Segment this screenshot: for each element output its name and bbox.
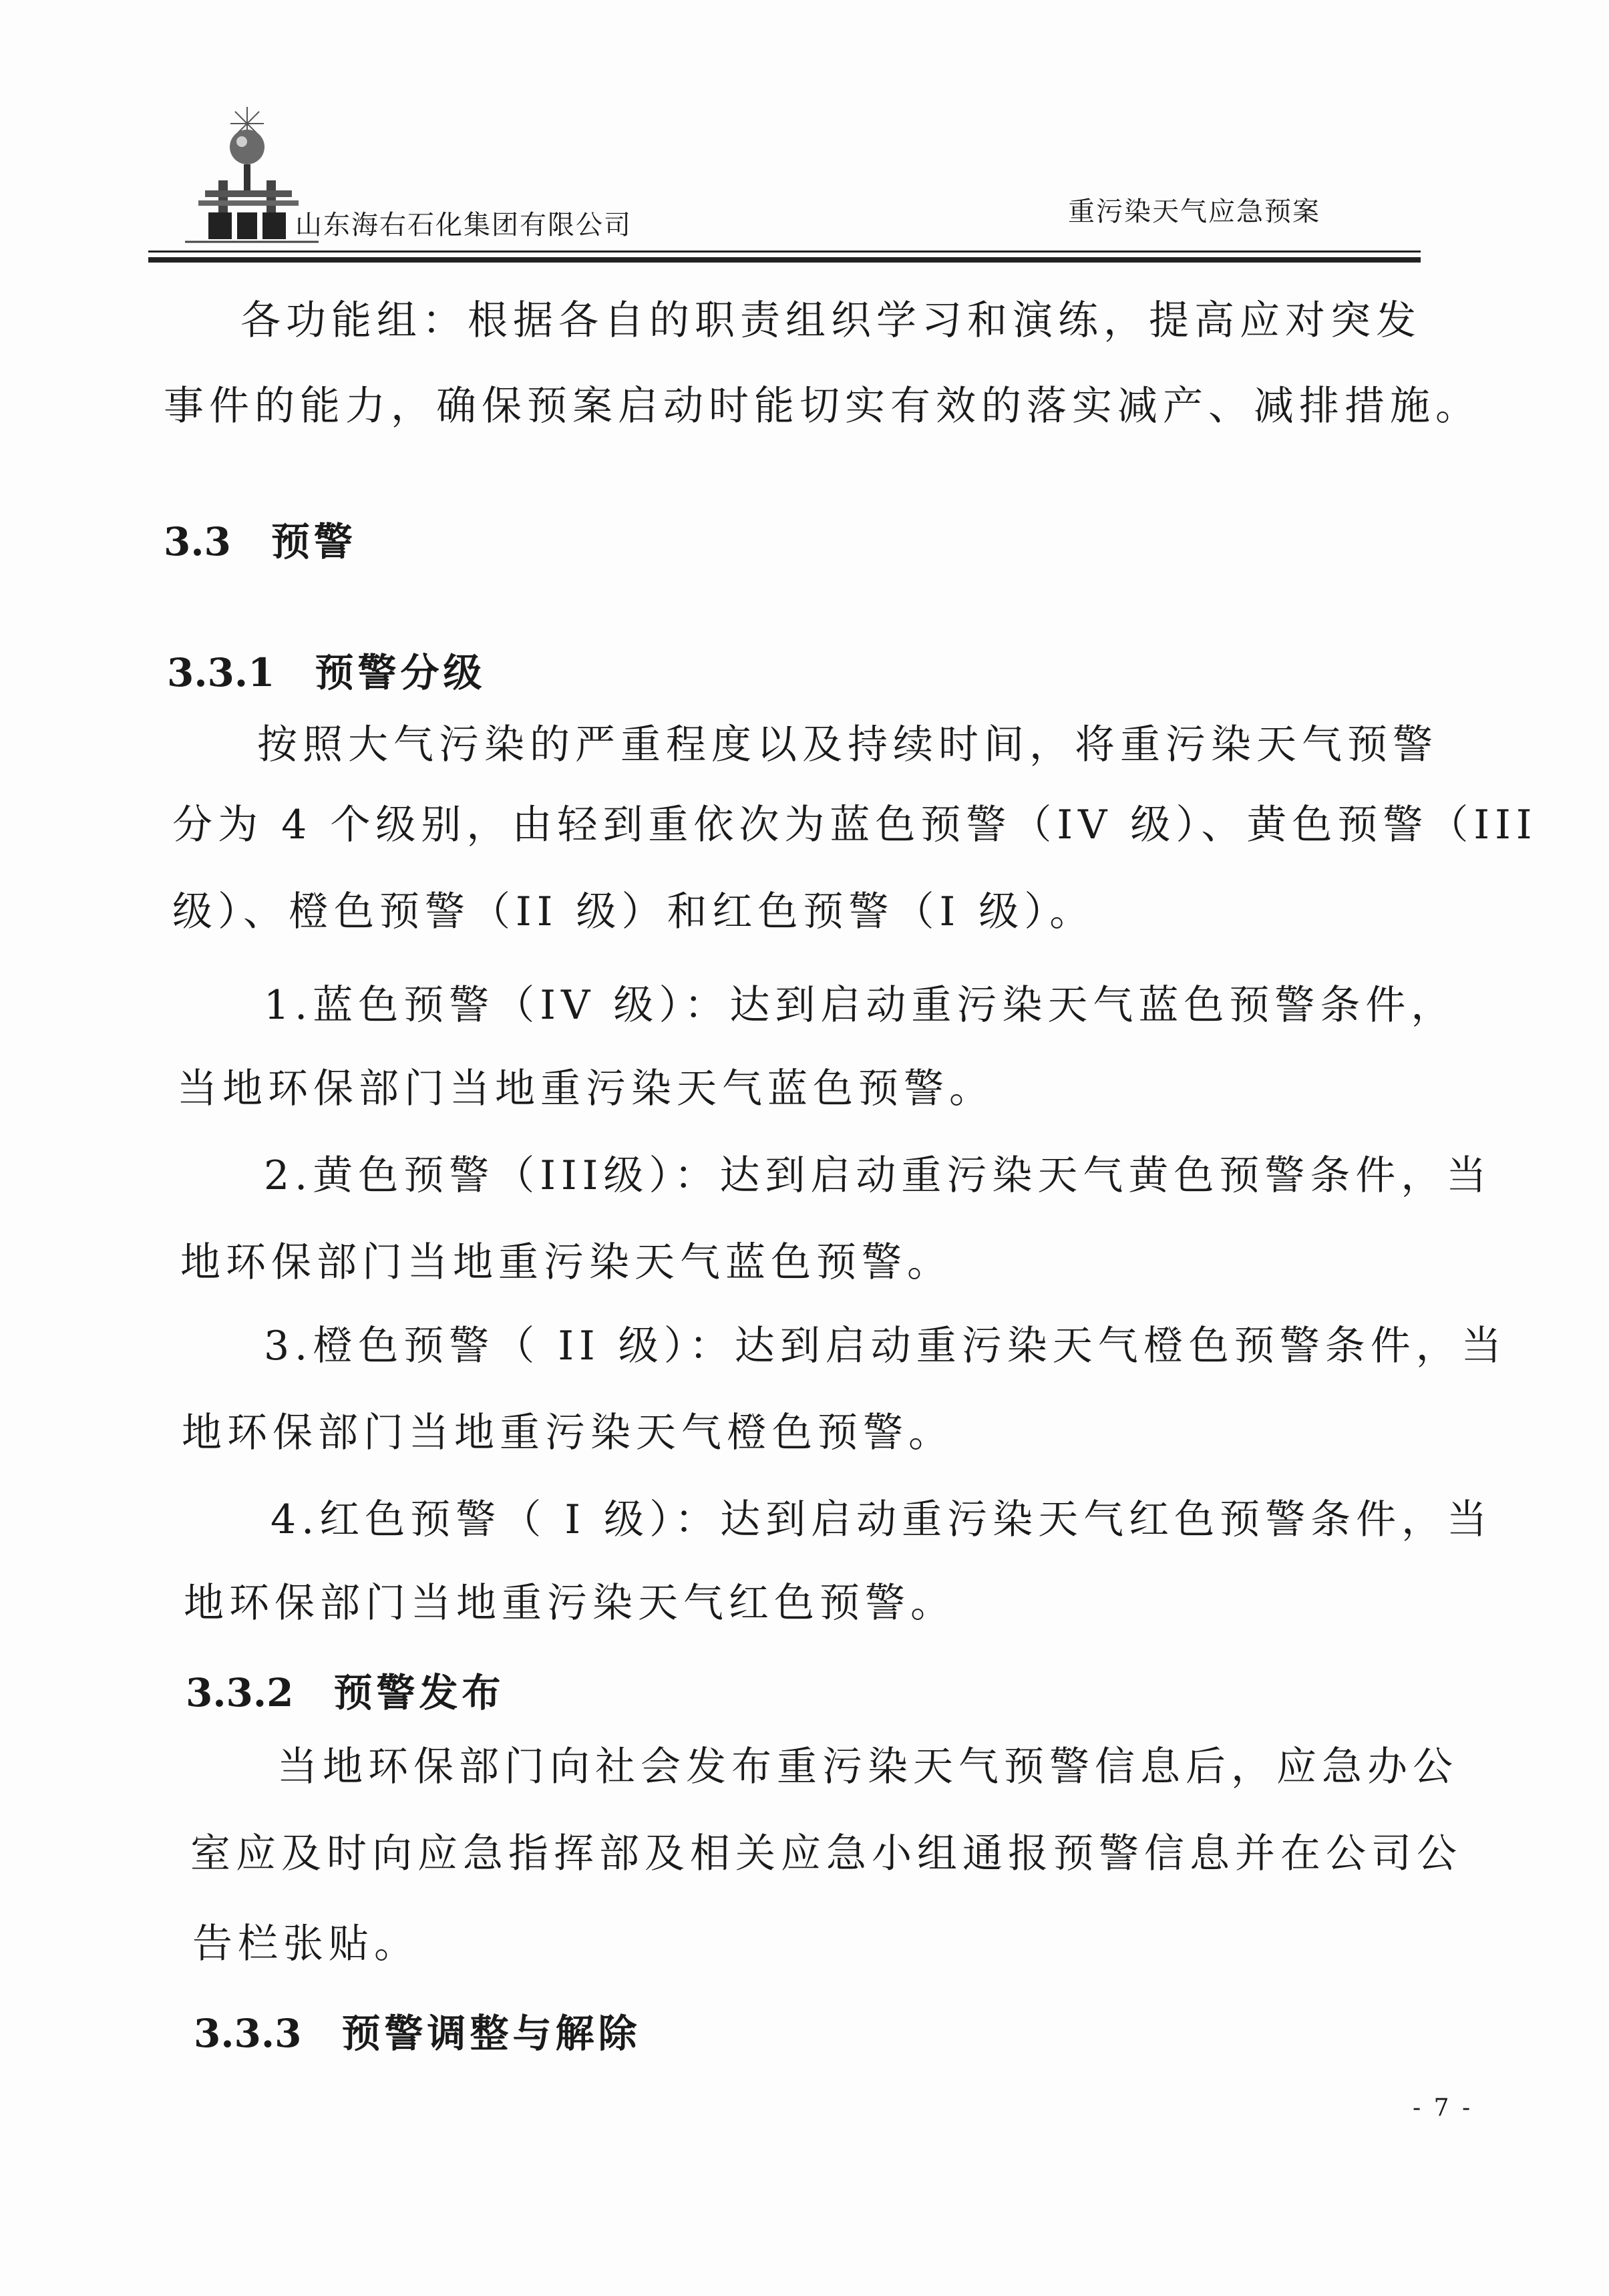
section-title: 预警调整与解除 [341,2011,641,2056]
document-title: 重污染天气应急预案 [1068,196,1320,227]
list-item-line: 地环保部门当地重污染天气蓝色预警。 [180,1239,952,1286]
section-heading-3-3-3 [194,2011,641,2056]
list-item-line: 2.黄色预警（III级）：达到启动重污染天气黄色预警条件，当 [264,1152,1492,1199]
company-name: 山东海右石化集团有限公司 [295,210,632,240]
paragraph-line: 告栏张贴。 [192,1921,419,1967]
section-heading-3-3-2 [186,1670,505,1715]
paragraph-line: 级）、橙色预警（II 级）和红色预警（I 级）。 [172,888,1095,935]
section-number: 3.3.2 [186,1670,294,1715]
paragraph-line: 分为 4 个级别，由轻到重依次为蓝色预警（IV 级）、黄色预警（III [172,802,1538,848]
paragraph-line: 当地环保部门向社会发布重污染天气预警信息后，应急办公 [277,1744,1458,1790]
paragraph-line: 室应及时向应急指挥部及相关应急小组通报预警信息并在公司公 [190,1830,1462,1877]
list-item-line: 1.蓝色预警（IV 级）：达到启动重污染天气蓝色预警条件， [264,982,1457,1029]
paragraph-line: 各功能组：根据各自的职责组织学习和演练，提高应对突发 [240,297,1421,344]
list-item-line: 当地环保部门当地重污染天气蓝色预警。 [177,1065,995,1112]
section-heading-3-3 [164,519,357,564]
section-title: 预警 [271,519,357,564]
section-heading-3-3-1 [167,650,486,695]
list-item-line: 3.橙色预警（ II 级）：达到启动重污染天气橙色预警条件，当 [264,1323,1507,1369]
list-item-line: 4.红色预警（ I 级）：达到启动重污染天气红色预警条件，当 [271,1496,1493,1543]
page-number: - 7 - [1413,2094,1473,2122]
paragraph-line: 事件的能力，确保预案启动时能切实有效的落实减产、减排措施。 [164,383,1481,430]
section-number: 3.3 [164,519,231,564]
section-number: 3.3.3 [194,2011,302,2056]
header-rule-thin [148,251,1421,253]
header-rule-thick [148,257,1421,263]
section-number: 3.3.1 [167,650,275,695]
list-item-line: 地环保部门当地重污染天气红色预警。 [184,1580,956,1627]
list-item-line: 地环保部门当地重污染天气橙色预警。 [182,1410,954,1456]
section-title: 预警发布 [333,1670,505,1715]
paragraph-line: 按照大气污染的严重程度以及持续时间，将重污染天气预警 [257,721,1438,768]
page-header [148,100,1421,267]
section-title: 预警分级 [315,650,486,695]
